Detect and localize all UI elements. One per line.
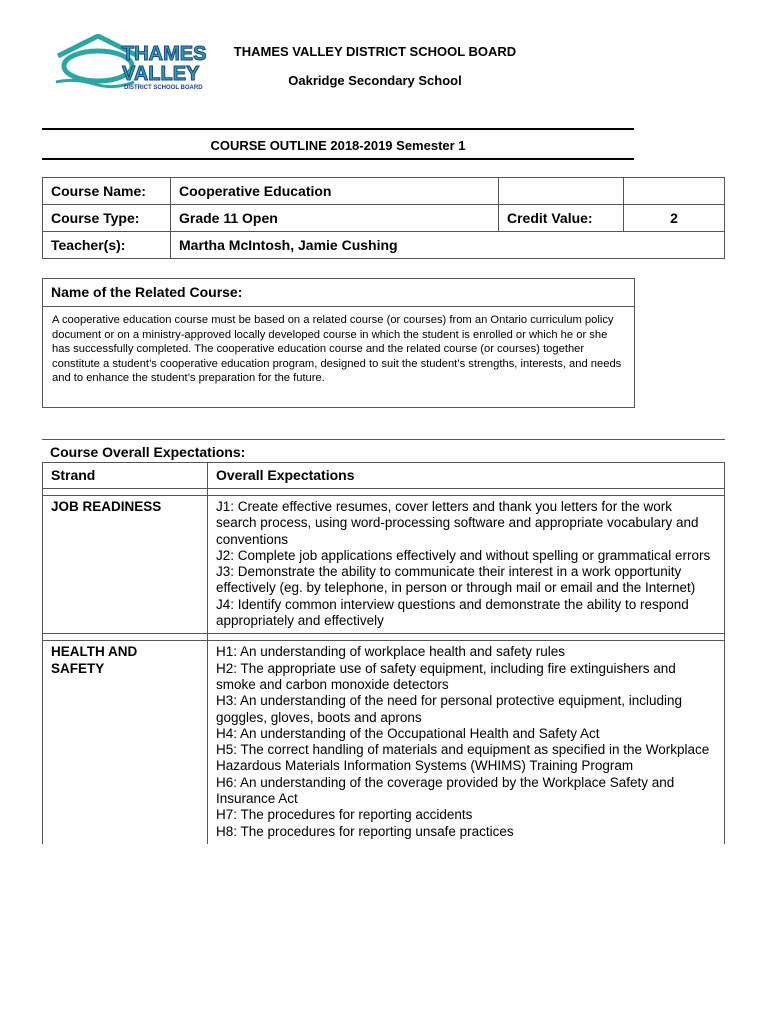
expectation-item: H5: The correct handling of materials and equipment as specified in the Workplace Hazardous Materials Information Systems (WHIMS) Training Program [216,742,710,774]
overall-expectations-header: Overall Expectations [208,463,725,489]
expectation-item: H3: An understanding of the need for personal protective equipment, including goggles, gloves, boots and aprons [216,693,683,725]
row-spacer [43,634,725,641]
related-course-box [42,278,635,408]
expectations-title: Course Overall Expectations: [50,444,246,460]
expectations-rule [42,439,725,440]
expectation-item: H4: An understanding of the Occupational Health and Safety Act [216,725,600,741]
course-outline-title: COURSE OUTLINE 2018-2019 Semester 1 [210,138,466,153]
expectations-list [208,496,725,634]
expectation-item: H2: The appropriate use of safety equipment, including fire extinguishers and smoke and carbon monoxide detectors [216,660,676,692]
expectations-list [208,641,725,844]
credit-value: 2 [624,205,725,232]
expectation-item: J4: Identify common interview questions and demonstrate the ability to respond appropriately and effectively [216,596,689,629]
empty-cell [624,178,725,205]
strand-name-line: SAFETY [51,660,105,676]
credit-value-label: Credit Value: [499,205,624,232]
teacher-row [43,232,725,259]
course-name-row [43,178,725,205]
expectation-item: H1: An understanding of workplace health and safety rules [216,644,565,660]
expectations-header-row [43,463,725,489]
title-rule-top [42,128,634,130]
expectation-item: H6: An understanding of the coverage provided by the Workplace Safety and Insurance Act [216,774,675,807]
course-name-label: Course Name: [43,178,171,205]
empty-cell [499,178,624,205]
expectation-item: H7: The procedures for reporting accidents [216,807,473,823]
related-course-heading: Name of the Related Course: [43,279,634,307]
school-name: Oakridge Secondary School [288,73,462,88]
expectation-item: J2: Complete job applications effectively and without spelling or grammatical errors [216,547,711,563]
strand-row-health-and-safety [43,641,725,844]
expectations-table [42,462,725,844]
strand-name [43,641,208,844]
strand-name: JOB READINESS [43,496,208,634]
course-info-table [42,177,725,259]
title-rule-bottom [42,158,634,160]
course-type-value: Grade 11 Open [171,205,499,232]
svg-text:VALLEY: VALLEY [122,63,200,85]
expectation-item: J1: Create effective resumes, cover letters and thank you letters for the work search process, using word-processing software and appropriate vocabulary and conventions [216,499,699,547]
expectation-item: J3: Demonstrate the ability to communicate their interest in a work opportunity effectively (eg. by telephone, in person or through mail or email and the Internet) [216,564,696,596]
strand-header: Strand [43,463,208,489]
related-course-text: A cooperative education course must be based on a related course (or courses) from an Ontario curriculum policy document or on a ministry-approved locally developed course in which the student is enrolled or which he or she has successfully completed. The cooperative education course and the related course (or courses) together constitute a student’s cooperative education program, designed to suit the student’s strengths, interests, and needs and to enhance the student’s preparation for the future. [52,314,622,384]
row-spacer [43,489,725,496]
strand-row-job-readiness [43,496,725,634]
school-board-name: THAMES VALLEY DISTRICT SCHOOL BOARD [233,44,517,59]
teacher-label: Teacher(s): [43,232,171,259]
expectation-item: H8: The procedures for reporting unsafe practices [216,823,514,839]
course-type-label: Course Type: [43,205,171,232]
teacher-names: Martha McIntosh, Jamie Cushing [171,232,725,259]
course-name-value: Cooperative Education [171,178,499,205]
strand-name-line: HEALTH AND [51,644,138,660]
course-type-row [43,205,725,232]
svg-text:THAMES: THAMES [122,43,207,65]
svg-text:DISTRICT SCHOOL BOARD: DISTRICT SCHOOL BOARD [124,85,203,91]
